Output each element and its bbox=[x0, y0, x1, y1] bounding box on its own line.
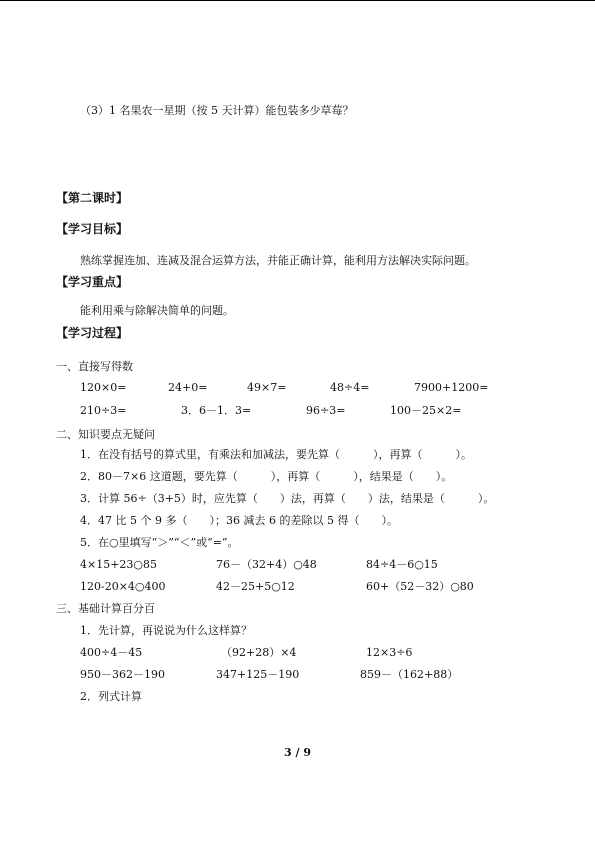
compare-item: 120-20×4○400 bbox=[80, 580, 166, 593]
calc-item: 859－（162+88） bbox=[360, 668, 459, 681]
calc-item: 96÷3= bbox=[306, 404, 346, 417]
calc-item: 950－362－190 bbox=[80, 668, 165, 681]
compare-item: 4×15+23○85 bbox=[80, 558, 158, 571]
calc-item: 24+0= bbox=[168, 381, 208, 394]
goal-text: 熟练掌握连加、连减及混合运算方法，并能正确计算，能利用方法解决实际问题。 bbox=[80, 254, 476, 267]
basic-calc-item-2: 2．列式计算 bbox=[80, 690, 142, 703]
basic-calc-item-1: 1．先计算，再说说为什么这样算？ bbox=[80, 624, 252, 637]
calc-item: 120×0= bbox=[80, 381, 127, 394]
section-1-title: 一、直接写得数 bbox=[56, 360, 133, 373]
compare-item: 76－（32+4）○48 bbox=[216, 558, 317, 571]
compare-item: 42－25+5○12 bbox=[216, 580, 295, 593]
top-rule bbox=[0, 0, 595, 1]
calc-item: 48÷4= bbox=[330, 381, 370, 394]
knowledge-item-4: 4．47 比 5 个 9 多（ ）；36 减去 6 的差除以 5 得（ ）。 bbox=[80, 514, 398, 527]
key-text: 能利用乘与除解决简单的问题。 bbox=[80, 304, 234, 317]
compare-item: 60+（52－32）○80 bbox=[366, 580, 474, 593]
calc-item: 100－25×2= bbox=[390, 404, 462, 417]
calc-item: 400÷4－45 bbox=[80, 646, 143, 659]
calc-item: 12×3÷6 bbox=[366, 646, 413, 659]
heading-learning-goals: 【学习目标】 bbox=[56, 222, 129, 236]
calc-item: 210÷3= bbox=[80, 404, 127, 417]
heading-key-points: 【学习重点】 bbox=[56, 275, 129, 289]
page-number: 3 / 9 bbox=[284, 746, 311, 759]
knowledge-item-5: 5．在○里填写“＞”“＜”或“=”。 bbox=[80, 536, 239, 549]
heading-second-lesson: 【第二课时】 bbox=[56, 191, 129, 205]
knowledge-item-1: 1．在没有括号的算式里，有乘法和加减法，要先算（ ），再算（ ）。 bbox=[80, 448, 472, 461]
knowledge-item-3: 3．计算 56÷（3+5）时，应先算（ ）法，再算（ ）法，结果是（ ）。 bbox=[80, 492, 495, 505]
section-2-title: 二、知识要点无疑问 bbox=[56, 428, 155, 441]
compare-item: 84÷4－6○15 bbox=[366, 558, 438, 571]
calc-item: 347+125－190 bbox=[216, 668, 300, 681]
section-3-title: 三、基础计算百分百 bbox=[56, 602, 155, 615]
calc-item: 7900+1200= bbox=[414, 381, 489, 394]
knowledge-item-2: 2．80－7×6 这道题，要先算（ ），再算（ ），结果是（ ）。 bbox=[80, 470, 453, 483]
calc-item: 3．6－1．3= bbox=[181, 404, 252, 417]
heading-learning-process: 【学习过程】 bbox=[56, 326, 129, 340]
question-3: （3）1 名果农一星期（按 5 天计算）能包装多少草莓？ bbox=[80, 104, 354, 117]
calc-item: （92+28）×4 bbox=[221, 646, 297, 659]
calc-item: 49×7= bbox=[247, 381, 287, 394]
